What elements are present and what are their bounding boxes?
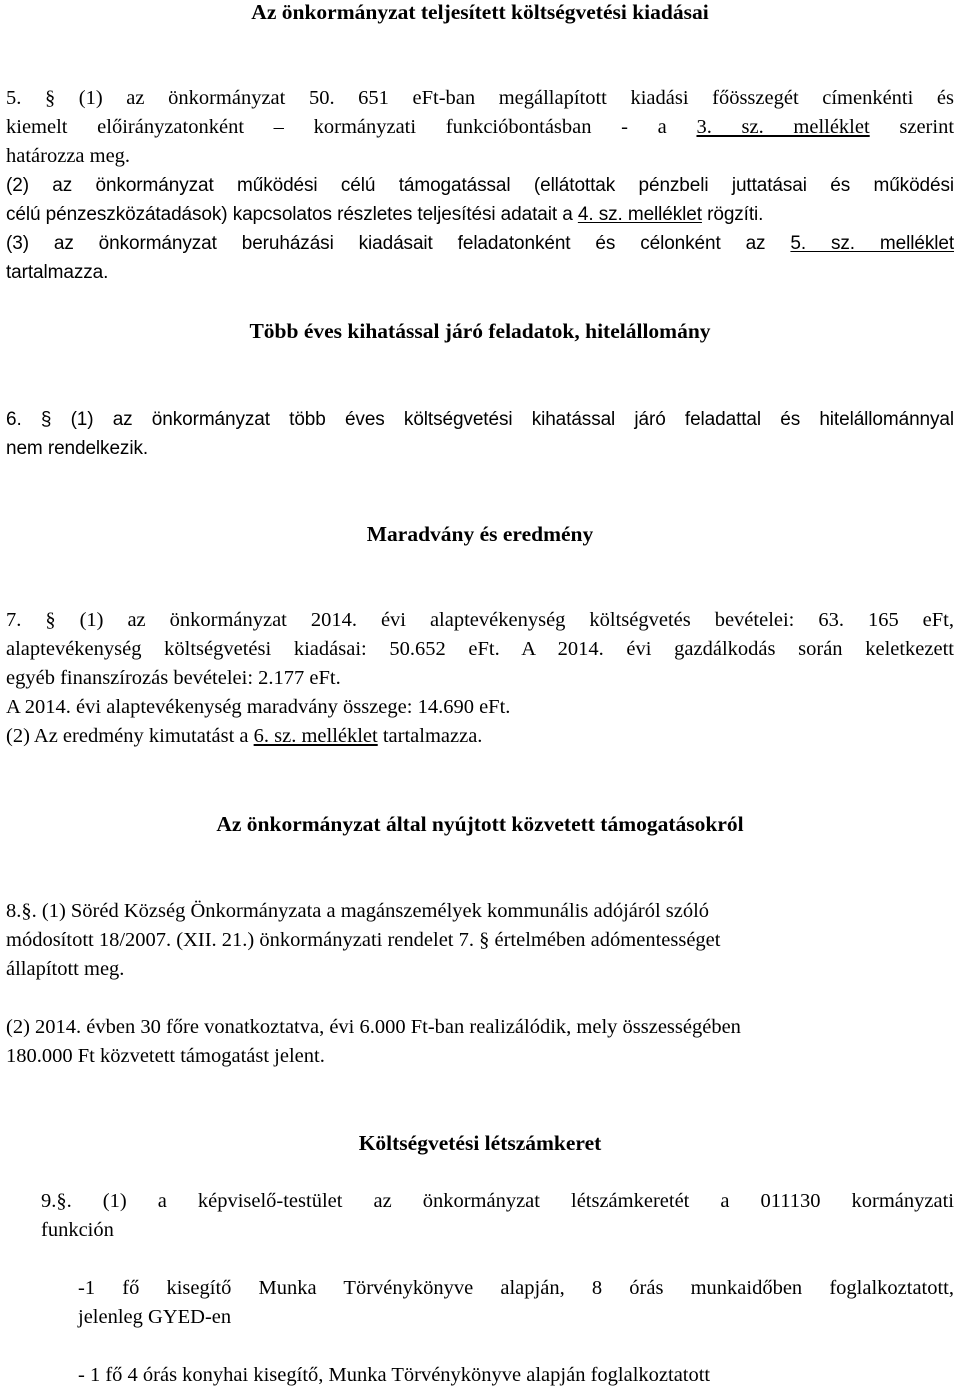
annex-5-link[interactable]: 5. sz. melléklet xyxy=(790,233,955,254)
section-heading-multi-year: Több éves kihatással járó feladatok, hitelállomány xyxy=(249,319,711,343)
paragraph-5-3-line-1 xyxy=(6,229,954,258)
paragraph-8-1-line-2: módosított 18/2007. (XII. 21.) önkormányzati rendelet 7. § értelmében adómentességet xyxy=(6,929,721,951)
annex-3-link[interactable]: 3. sz. melléklet xyxy=(696,116,870,138)
text-segment: (3) az önkormányzat beruházási kiadásait feladatonként és célonként az xyxy=(6,233,766,254)
paragraph-7-line-3: egyéb finanszírozás bevételei: 2.177 eFt. xyxy=(6,667,341,689)
paragraph-8-2-line-2: 180.000 Ft közvetett támogatást jelent. xyxy=(6,1045,325,1067)
paragraph-7-line-5 xyxy=(6,722,482,751)
text-segment: kiemelt előirányzatonként – kormányzati funkcióbontásban - a xyxy=(6,116,667,138)
text-segment: rögzíti. xyxy=(707,204,764,225)
section-heading-indirect-support: Az önkormányzat által nyújtott közvetett támogatásokról xyxy=(216,812,744,836)
paragraph-7-line-2: alaptevékenység költségvetési kiadásai: 50.652 eFt. A 2014. évi gazdálkodás során keletkezett xyxy=(6,638,954,660)
text-segment: tartalmazza. xyxy=(382,725,483,747)
paragraph-9-line-2: funkción xyxy=(41,1219,114,1241)
section-heading-residual: Maradvány és eredmény xyxy=(366,522,594,546)
section-heading-headcount: Költségvetési létszámkeret xyxy=(358,1131,602,1155)
paragraph-5-1-line-2 xyxy=(6,113,954,142)
list-item-1-line-2: jelenleg GYED-en xyxy=(78,1306,232,1328)
paragraph-8-2-line-1: (2) 2014. évben 30 főre vonatkoztatva, évi 6.000 Ft-ban realizálódik, mely összességében xyxy=(6,1016,741,1038)
paragraph-5-1-line-1: 5. § (1) az önkormányzat 50. 651 eFt-ban megállapított kiadási főösszegét címenkénti és xyxy=(6,87,954,109)
paragraph-5-2-line-2 xyxy=(6,200,763,229)
paragraph-8-1-line-3: állapított meg. xyxy=(6,958,125,980)
list-item-2-line-1: - 1 fő 4 órás konyhai kisegítő, Munka Törvénykönyve alapján foglalkoztatott xyxy=(78,1364,711,1386)
paragraph-5-2-line-1: (2) az önkormányzat működési célú támogatással (ellátottak pénzbeli juttatásai és működési xyxy=(6,175,954,196)
text-segment: (2) Az eredmény kimutatást a xyxy=(6,725,249,747)
text-segment: szerint xyxy=(899,116,955,138)
list-item-1-line-1: -1 fő kisegítő Munka Törvénykönyve alapján, 8 órás munkaidőben foglalkoztatott, xyxy=(78,1277,954,1299)
section-heading-expenditures: Az önkormányzat teljesített költségvetési kiadásai xyxy=(251,0,709,24)
paragraph-5-3-line-2: tartalmazza. xyxy=(6,262,109,283)
paragraph-8-1-line-1: 8.§. (1) Söréd Község Önkormányzata a magánszemélyek kommunális adójáról szóló xyxy=(6,900,710,922)
paragraph-9-line-1: 9.§. (1) a képviselő-testület az önkormányzat létszámkeretét a 011130 kormányzati xyxy=(41,1190,954,1212)
paragraph-7-line-1: 7. § (1) az önkormányzat 2014. évi alaptevékenység költségvetés bevételei: 63. 165 eFt, xyxy=(6,609,954,631)
paragraph-5-1-line-3: határozza meg. xyxy=(6,145,131,167)
paragraph-7-line-4: A 2014. évi alaptevékenység maradvány összege: 14.690 eFt. xyxy=(6,696,511,718)
paragraph-6-line-2: nem rendelkezik. xyxy=(6,438,149,459)
text-segment: célú pénzeszközátadások) kapcsolatos részletes teljesítési adatait a xyxy=(6,204,573,225)
paragraph-6-line-1: 6. § (1) az önkormányzat több éves költségvetési kihatással járó feladattal és hitelállománnyal xyxy=(6,409,954,430)
annex-4-link[interactable]: 4. sz. melléklet xyxy=(577,204,702,225)
annex-6-link[interactable]: 6. sz. melléklet xyxy=(253,725,378,747)
